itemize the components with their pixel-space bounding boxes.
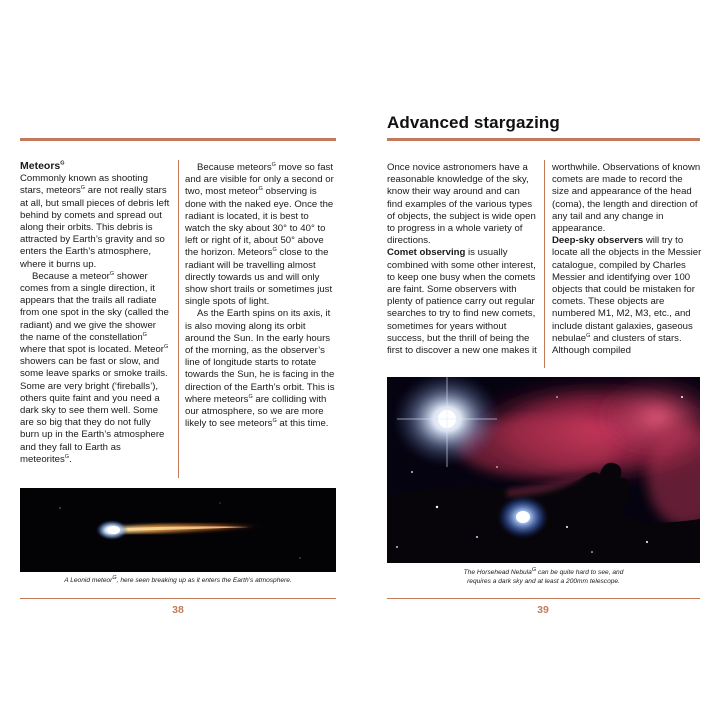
left-column-2: [185, 162, 335, 430]
paragraph: Because a meteor$^G$ shower comes from a single direction, it appears that the trails all radiate from one spot in the sky (called the radiant) and we give the shower the name of the constellation$^G$ where that spot is located. Meteor$^G$ showers can be fast or slow, and some leave sparks or smoke trails. Some are very bright (‘fireballs’), others quite faint and you need a dark sky to see them well. Some are so big that they do not fully burn up in the Earth’s atmosphere and they fall to Earth as meteorites$^G$.: [20, 270, 169, 465]
caption-line: The Horsehead Nebula$^G$ can be quite hard to see, and: [463, 566, 624, 576]
meteor-photo: [20, 488, 336, 572]
page-number: 39: [537, 604, 549, 616]
column-divider: [544, 160, 545, 368]
paragraph: Commonly known as shooting stars, meteors$^G$ are not really stars at all, but small pieces of debris left behind by comets and spread out along their orbits. This debris is attracted by Earth’s gravity and so enters the Earth’s atmosphere, where it burns up.: [20, 173, 170, 270]
page-title: Advanced stargazing: [387, 113, 560, 132]
page-number: 38: [172, 604, 184, 616]
meteor-image: [20, 488, 336, 572]
meteors-heading: Meteors$^G$: [20, 160, 65, 172]
nebula-caption: [387, 568, 700, 586]
paragraph: Deep-sky observers will try to locate all the objects in the Messier catalogue, compiled by Charles Messier and identifying over 100 objects that could be mistaken for comets. These objects are numbered M1, M2, M3, etc., and include distant galaxies, gaseous nebulae$^G$ and clusters of stars. Although compiled: [552, 235, 702, 357]
horsehead-nebula-photo: [387, 377, 700, 563]
left-column-1: [20, 160, 170, 466]
paragraph: worthwhile. Observations of known comets are made to record the size and appearance of the head (coma), the length and direction of any tail and any change in appearance.: [552, 162, 701, 235]
caption-line: requires a dark sky and at least a 200mm telescope.: [467, 578, 620, 585]
bottom-rule: [20, 598, 336, 599]
top-rule: [387, 138, 700, 141]
paragraph: Comet observing is usually combined with some other interest, to keep one busy when the comets are faint. Some observers with plenty of patience carry out regular searches to try to find new comets, sometimes for years without success, but the thrill of being the first to discover a new one makes it: [387, 247, 537, 357]
nebula-image: [387, 377, 700, 563]
right-page: [360, 0, 720, 720]
column-divider: [178, 160, 179, 478]
paragraph: As the Earth spins on its axis, it is also moving along its orbit around the Sun. In the early hours of the morning, as the observer’s line of longitude starts to rotate towards the Sun, he is facing in the direction of the Earth’s orbit. This is where meteors$^G$ are colliding with our atmosphere, so we are more likely to see meteors$^G$ at this time.: [185, 308, 335, 430]
meteor-caption: A Leonid meteor$^G$, here seen breaking up as it enters the Earth’s atmosphere.: [64, 574, 292, 584]
right-column-2: [552, 162, 702, 357]
bottom-rule: [387, 598, 700, 599]
top-rule: [20, 138, 336, 141]
paragraph: Once novice astronomers have a reasonable knowledge of the sky, know their way around and can find examples of the various types of objects, the subject is wide open to progress in a whole variety of directions.: [387, 162, 536, 247]
right-column-1: [387, 162, 537, 357]
paragraph: Because meteors$^G$ move so fast and are visible for only a second or two, most meteor$^G$ observing is done with the naked eye. Once the radiant is located, it is best to watch the sky about 30° to 40° to left or right of it, about 50° above the horizon. Meteors$^G$ close to the radiant will be travelling almost directly towards us and will only show short trails or sometimes just single spots of light.: [185, 161, 334, 308]
